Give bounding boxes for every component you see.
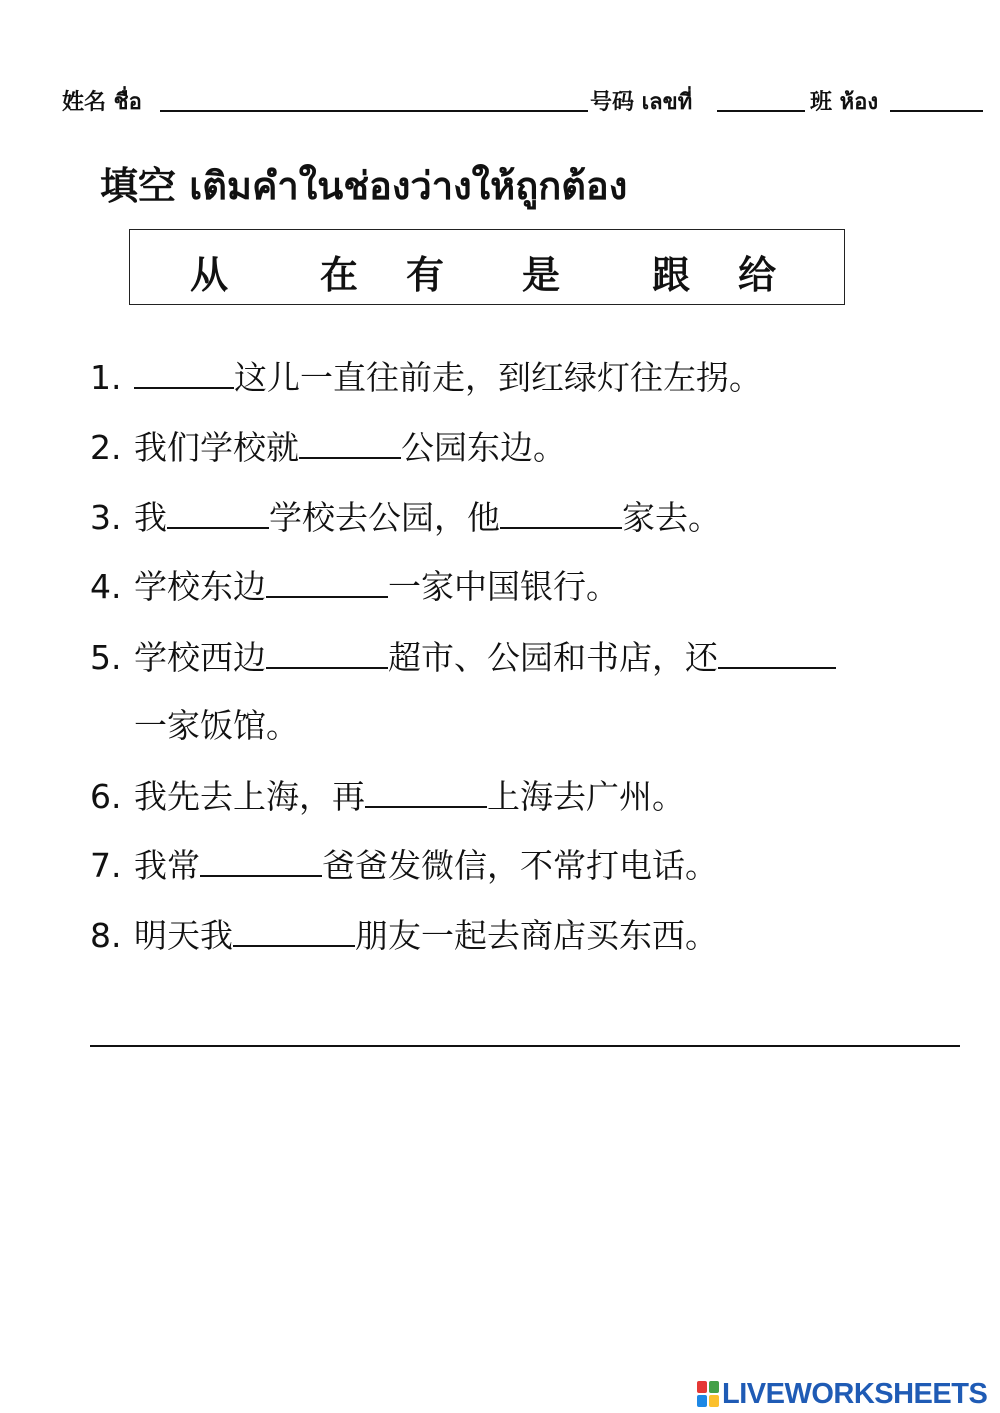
answer-blank[interactable] <box>233 917 355 947</box>
answer-blank[interactable] <box>134 359 234 389</box>
question-text: 学校西边 <box>134 638 266 677</box>
question-text: 这儿一直往前走，到红绿灯往左拐。 <box>234 358 762 397</box>
question-text: 我们学校就 <box>134 428 299 467</box>
question-text: 学校去公园，他 <box>269 498 500 537</box>
question-7 <box>90 840 718 887</box>
question-8 <box>90 910 718 957</box>
question-text: 上海去广州。 <box>487 777 685 816</box>
question-number: 6. <box>90 777 122 816</box>
worksheet-title: 填空 เติมคำในช่องว่างให้ถูกต้อง <box>100 164 628 208</box>
word-bank-item: 有 <box>406 252 445 297</box>
question-3 <box>90 492 721 539</box>
question-text: 超市、公园和书店，还 <box>388 638 718 677</box>
logo-text: LIVEWORKSHEETS <box>722 1377 988 1410</box>
answer-blank[interactable] <box>266 639 388 669</box>
answer-blank[interactable] <box>365 778 487 808</box>
liveworksheets-logo <box>697 1376 987 1412</box>
question-number: 1. <box>90 358 122 397</box>
question-5-continuation: 一家饭馆。 <box>134 706 299 745</box>
word-bank-item: 从 <box>190 252 229 297</box>
question-text: 学校东边 <box>134 567 266 606</box>
answer-blank[interactable] <box>167 499 269 529</box>
name-label: 姓名 ชื่อ <box>62 89 142 115</box>
question-text: 我常 <box>134 846 200 885</box>
answer-blank[interactable] <box>200 847 322 877</box>
question-5 <box>90 632 836 679</box>
question-number: 8. <box>90 916 122 955</box>
question-text: 公园东边。 <box>401 428 566 467</box>
question-number: 3. <box>90 498 122 537</box>
answer-blank[interactable] <box>266 568 388 598</box>
student-info-header <box>62 80 987 116</box>
answer-blank[interactable] <box>299 429 401 459</box>
question-text: 我先去上海，再 <box>134 777 365 816</box>
question-text: 我 <box>134 498 167 537</box>
answer-blank[interactable] <box>500 499 622 529</box>
question-1 <box>90 352 762 399</box>
question-text: 一家中国银行。 <box>388 567 619 606</box>
class-input-line[interactable] <box>890 110 983 112</box>
question-4 <box>90 561 619 608</box>
question-6 <box>90 771 685 818</box>
question-number: 4. <box>90 567 122 606</box>
question-number: 7. <box>90 846 122 885</box>
question-text: 朋友一起去商店买东西。 <box>355 916 718 955</box>
number-label: 号码 เลขที่ <box>590 89 693 115</box>
question-text: 明天我 <box>134 916 233 955</box>
question-2 <box>90 422 566 469</box>
liveworksheets-logo-icon <box>697 1381 719 1407</box>
question-text: 家去。 <box>622 498 721 537</box>
answer-blank[interactable] <box>718 639 836 669</box>
word-bank-item: 是 <box>522 252 561 297</box>
divider-line <box>90 1045 960 1047</box>
word-bank <box>129 229 845 305</box>
word-bank-item: 跟 <box>652 252 691 297</box>
question-number: 5. <box>90 638 122 677</box>
question-number: 2. <box>90 428 122 467</box>
word-bank-item: 在 <box>320 252 359 297</box>
word-bank-item: 给 <box>738 252 777 297</box>
name-input-line[interactable] <box>160 110 588 112</box>
question-text: 爸爸发微信，不常打电话。 <box>322 846 718 885</box>
number-input-line[interactable] <box>717 110 805 112</box>
class-label: 班 ห้อง <box>810 89 879 115</box>
